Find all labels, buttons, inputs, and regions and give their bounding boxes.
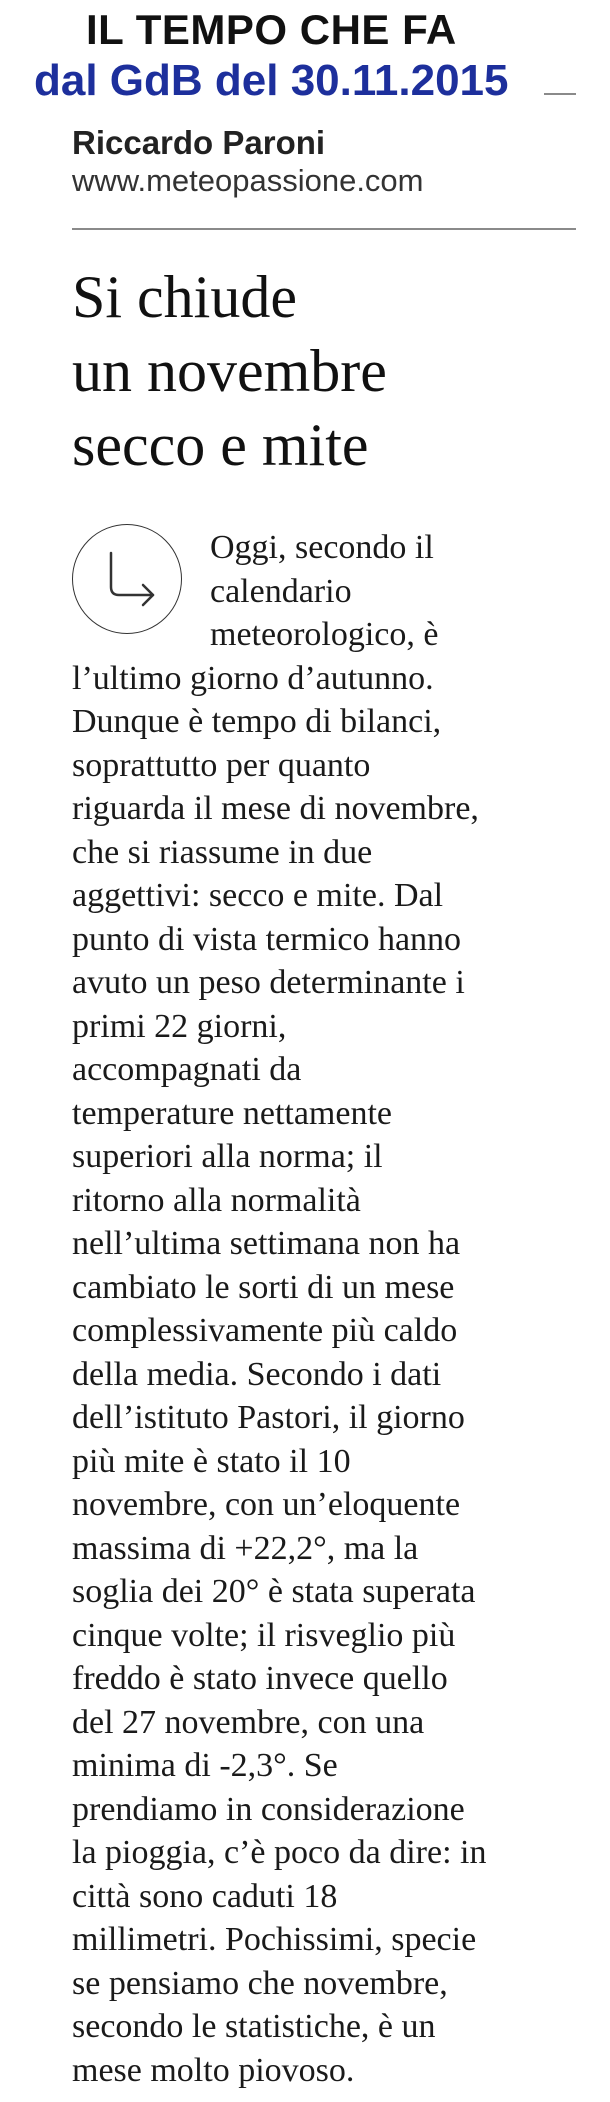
body-line: massima di +22,2°, ma la	[72, 1529, 419, 1567]
body-line: prendiamo in considerazione	[72, 1790, 465, 1828]
body-line: secondo le statistiche, è un	[72, 2008, 436, 2045]
body-line: complessivamente più caldo	[72, 1312, 458, 1349]
body-line: dell’istituto Pastori, il giorno	[72, 1399, 465, 1436]
body-line: novembre, con un’eloquente	[72, 1486, 461, 1523]
body-line: della media. Secondo i dati	[72, 1355, 442, 1393]
body-line: riguarda il mese di novembre,	[72, 790, 479, 827]
body-line: se pensiamo che novembre,	[72, 1964, 448, 2002]
body-line: Dunque è tempo di bilanci,	[72, 703, 442, 740]
body-line: superiori alla norma; il	[72, 1138, 383, 1175]
body-line: nell’ultima settimana non ha	[72, 1225, 461, 1262]
section-rubric: IL TEMPO CHE FA	[86, 6, 457, 53]
body-line: del 27 novembre, con una	[72, 1703, 425, 1741]
article-body	[72, 526, 578, 2092]
article-headline	[72, 260, 576, 482]
body-line: punto di vista termico hanno	[72, 920, 462, 958]
source-date-stamp: dal GdB del 30.11.2015	[34, 56, 509, 105]
body-line: la pioggia, c’è poco da dire: in	[72, 1834, 487, 1871]
body-line: Oggi, secondo il	[210, 529, 434, 566]
body-line: freddo è stato invece quello	[72, 1660, 448, 1697]
top-divider	[544, 93, 576, 95]
body-line: meteorologico, è	[210, 616, 439, 653]
body-line: soprattutto per quanto	[72, 746, 371, 784]
body-line: cinque volte; il risveglio più	[72, 1616, 456, 1654]
body-line: mese molto piovoso.	[72, 2051, 355, 2089]
body-line: millimetri. Pochissimi, specie	[72, 1921, 477, 1958]
body-line: temperature nettamente	[72, 1094, 392, 1132]
author-name: Riccardo Paroni	[72, 124, 326, 161]
body-line: cambiato le sorti di un mese	[72, 1268, 455, 1306]
author-website: www.meteopassione.com	[72, 163, 424, 198]
body-line: accompagnati da	[72, 1051, 302, 1088]
headline-line: secco e mite	[72, 412, 369, 478]
body-line: ritorno alla normalità	[72, 1181, 361, 1219]
body-line: primi 22 giorni,	[72, 1007, 287, 1045]
body-line: avuto un peso determinante i	[72, 964, 465, 1001]
body-line: più mite è stato il 10	[72, 1442, 351, 1480]
body-line: soglia dei 20° è stata superata	[72, 1573, 476, 1610]
body-line: l’ultimo giorno d’autunno.	[72, 659, 434, 697]
headline-line: un novembre	[72, 338, 387, 404]
byline-divider	[72, 228, 576, 230]
body-line: aggettivi: secco e mite. Dal	[72, 877, 444, 914]
body-line: città sono caduti 18	[72, 1877, 338, 1915]
body-line: minima di -2,3°. Se	[72, 1747, 338, 1784]
headline-line: Si chiude	[72, 264, 297, 330]
body-line: che si riassume in due	[72, 833, 373, 871]
body-line: calendario	[210, 572, 352, 610]
